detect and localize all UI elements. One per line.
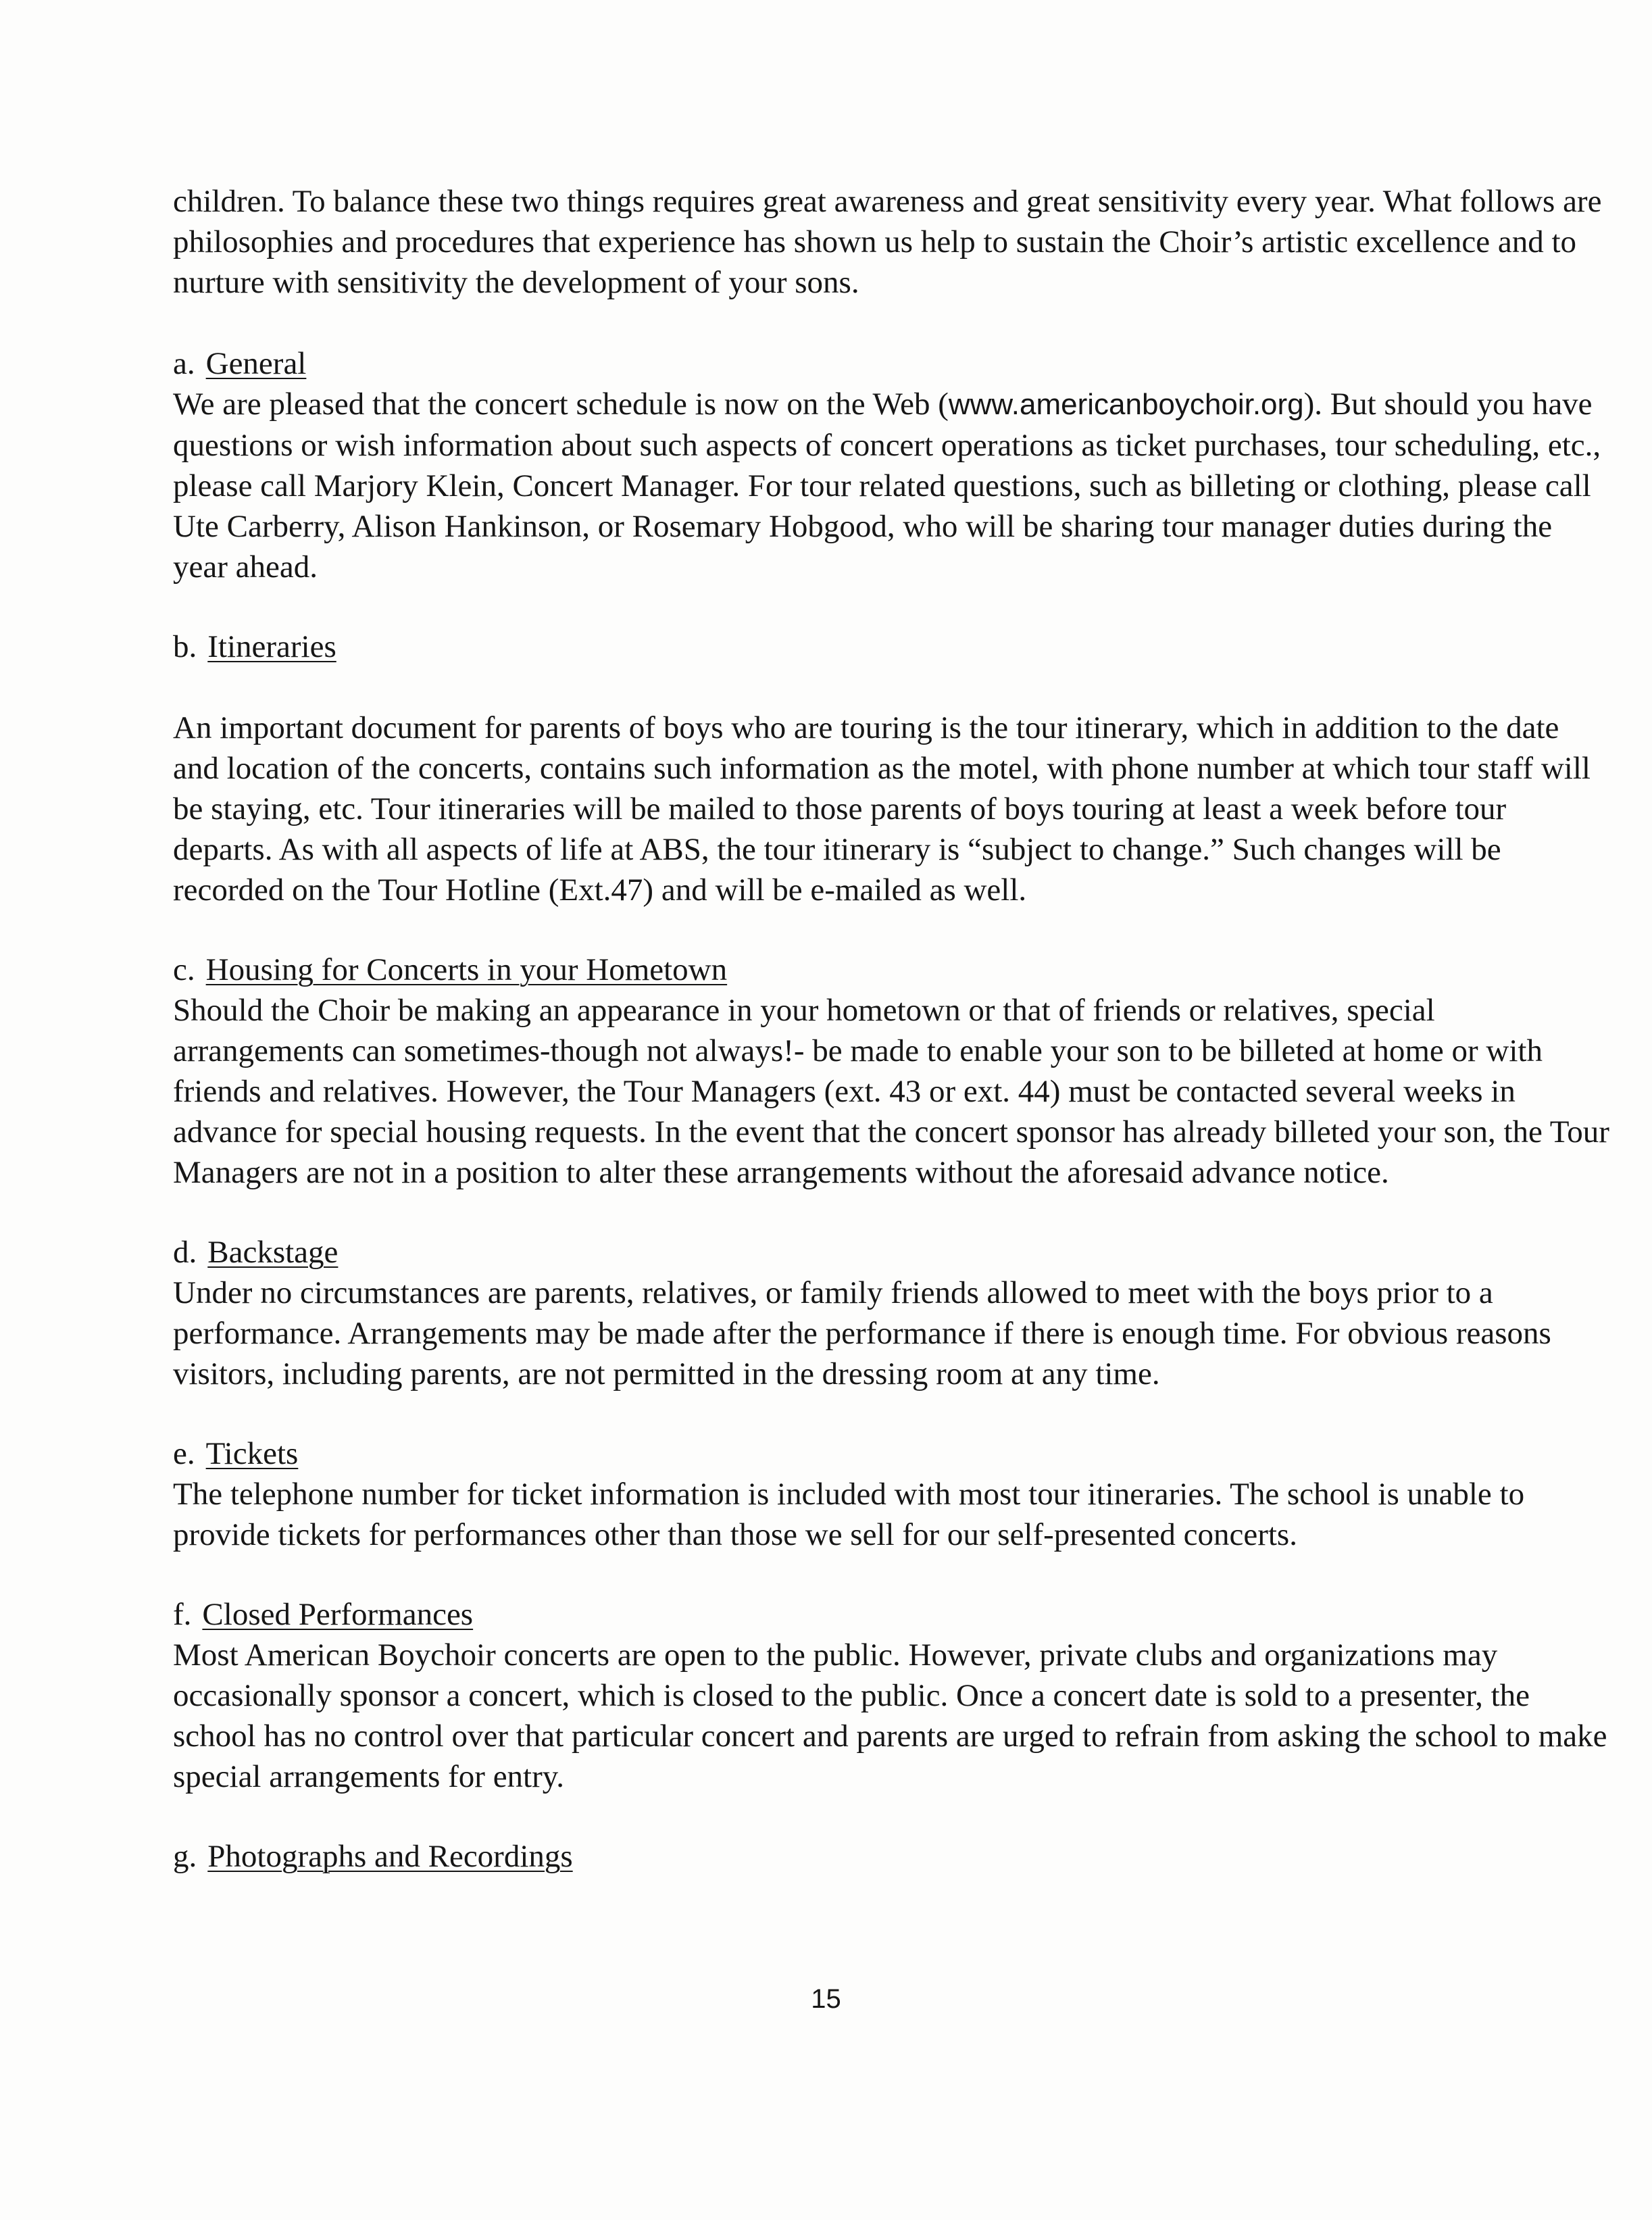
website-url: www.americanboychoir.org [948,388,1304,421]
section-heading [173,949,1612,990]
section-title: Tickets [205,1436,299,1471]
section-closed-performances [173,1594,1612,1797]
body-text-before-url: We are pleased that the concert schedule is now on the Web ( [173,387,949,422]
section-photographs-recordings [173,1836,1612,1877]
section-heading [173,343,1612,384]
section-housing [173,949,1612,1193]
section-letter: d. [173,1235,197,1270]
page-content [173,181,1612,1916]
section-letter: e. [173,1436,195,1471]
section-title: General [205,346,307,381]
section-heading [173,1232,1612,1273]
section-letter: a. [173,346,195,381]
section-letter: g. [173,1839,197,1874]
page-number: 15 [811,1984,841,2014]
section-general [173,343,1612,587]
section-letter: b. [173,629,197,664]
section-title: Closed Performances [202,1597,474,1632]
section-title: Itineraries [207,629,336,664]
section-body: An important document for parents of boys who are touring is the tour itinerary, which in addition to the date and location of the concerts, contains such information as the motel, with phone number at which tour staff will be staying, etc. Tour itineraries will be mailed to those parents of boys touring at least a week before tour departs. As with all aspects of life at ABS, the tour itinerary is “subject to change.” Such changes will be recorded on the Tour Hotline (Ext.47) and will be e-mailed as well. [173,710,1591,908]
section-heading [173,1836,1612,1877]
section-heading [173,1594,1612,1635]
section-itineraries [173,626,1612,910]
section-letter: f. [173,1597,192,1632]
intro-paragraph: children. To balance these two things requires great awareness and great sensitivity every year. What follows are philosophies and procedures that experience has shown us help to sustain the Choir’s artistic excellence and to nurture with sensitivity the development of your sons. [173,184,1602,300]
section-tickets [173,1433,1612,1555]
section-body: Most American Boychoir concerts are open to the public. However, private clubs and organizations may occasionally sponsor a concert, which is closed to the public. Once a concert date is sold to a presenter, the school has no control over that particular concert and parents are urged to refrain from asking the school to make special arrangements for entry. [173,1637,1607,1794]
section-body: Under no circumstances are parents, relatives, or family friends allowed to meet with the boys prior to a performance. Arrangements may be made after the performance if there is enough time. For obvious reasons visitors, including parents, are not permitted in the dressing room at any time. [173,1275,1551,1391]
body-text-after-url: ). But should you have questions or wish information about such aspects of concert operations as ticket purchases, tour scheduling, etc., please call Marjory Klein, Concert Manager. For tour related questions, such as billeting or clothing, please call Ute Carberry, Alison Hankinson, or Rosemary Hobgood, who will be sharing tour manager duties during the year ahead. [173,387,1601,585]
section-body: Should the Choir be making an appearance in your hometown or that of friends or relatives, special arrangements can sometimes-though not always!- be made to enable your son to be billeted at home or with friends and relatives. However, the Tour Managers (ext. 43 or ext. 44) must be contacted several weeks in advance for special housing requests. In the event that the concert sponsor has already billeted your son, the Tour Managers are not in a position to alter these arrangements without the aforesaid advance notice. [173,993,1609,1190]
section-title: Photographs and Recordings [207,1839,573,1874]
section-heading [173,1433,1612,1474]
section-heading [173,626,1612,667]
section-title: Backstage [207,1235,339,1270]
section-letter: c. [173,952,195,987]
section-title: Housing for Concerts in your Hometown [205,952,728,987]
section-body [173,384,1612,587]
section-body: The telephone number for ticket information is included with most tour itineraries. The school is unable to provide tickets for performances other than those we sell for our self-presented concerts. [173,1477,1525,1552]
section-backstage [173,1232,1612,1394]
